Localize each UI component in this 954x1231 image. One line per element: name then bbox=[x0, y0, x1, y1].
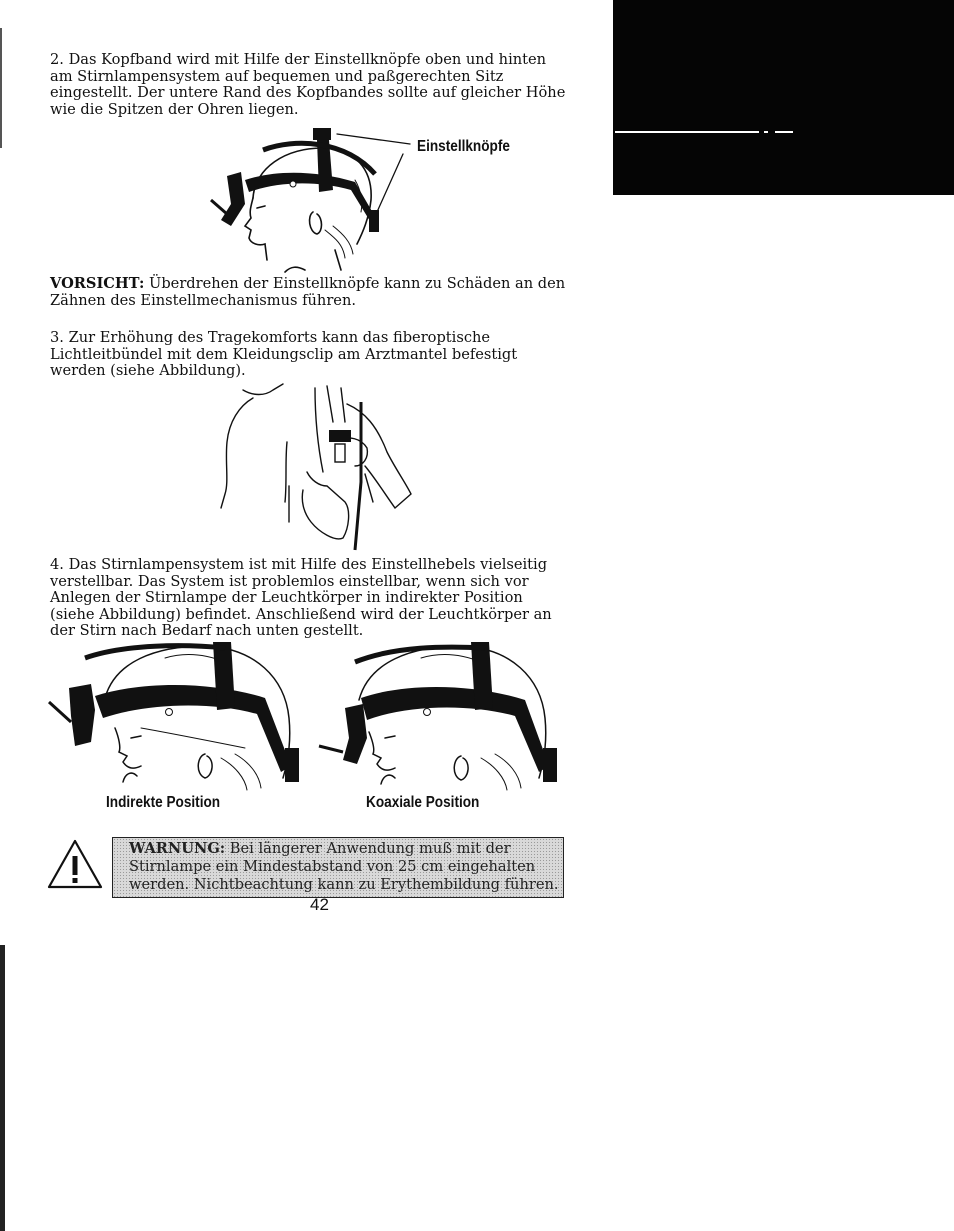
headband-knobs-illustration bbox=[205, 120, 415, 275]
warning-label: WARNUNG: bbox=[129, 840, 226, 857]
tab-rule bbox=[615, 131, 759, 133]
caution-label: VORSICHT: bbox=[50, 275, 145, 292]
coaxial-position-illustration bbox=[315, 638, 565, 793]
step-3-paragraph: 3. Zur Erhöhung des Tragekomforts kann das fiberoptische Lichtleitbündel mit dem Kleidungsclip am Arztmantel befestigt werden (siehe Abbildung). bbox=[50, 329, 518, 379]
indirect-position-illustration bbox=[45, 638, 305, 793]
warning-text bbox=[129, 840, 559, 894]
knobs-label: Einstellknöpfe bbox=[417, 138, 510, 155]
section-tab bbox=[613, 0, 954, 195]
tab-rule-dot bbox=[764, 131, 768, 133]
indirect-position-label: Indirekte Position bbox=[106, 794, 221, 811]
tab-rule-dash bbox=[775, 131, 793, 133]
caution-paragraph bbox=[50, 276, 570, 309]
caution-text: Überdrehen der Einstellknöpfe kann zu Schäden an den Zähnen des Einstellmechanismus führen. bbox=[50, 275, 566, 309]
step-2-paragraph: 2. Das Kopfband wird mit Hilfe der Einstellknöpfe oben und hinten am Stirnlampensystem auf bequemen und paßgerechten Sitz eingestellt. Der untere Rand des Kopfbandes sollte auf gleicher Höhe wie die Spitzen der Ohren liegen. bbox=[50, 51, 566, 118]
step-4-paragraph: 4. Das Stirnlampensystem ist mit Hilfe des Einstellhebels vielseitig verstellbar. Das System ist problemlos einstellbar, wenn sich vor Anlegen der Stirnlampe der Leuchtkörper in indirekter Position (siehe Abbildung) befindet. Anschließend wird der Leuchtkörper an der Stirn nach Bedarf nach unten gestellt. bbox=[50, 556, 552, 639]
clothing-clip-illustration bbox=[215, 382, 425, 552]
scan-edge-top bbox=[0, 28, 2, 148]
warning-triangle-icon bbox=[46, 838, 104, 890]
warning-body: Bei längerer Anwendung muß mit der Stirnlampe ein Mindestabstand von 25 cm eingehalten werden. Nichtbeachtung kann zu Erythembildung führen. bbox=[129, 840, 559, 893]
warning-box bbox=[112, 837, 564, 898]
coaxial-position-label: Koaxiale Position bbox=[366, 794, 480, 811]
page-number: 42 bbox=[310, 895, 329, 914]
scan-edge-bottom bbox=[0, 945, 5, 1231]
